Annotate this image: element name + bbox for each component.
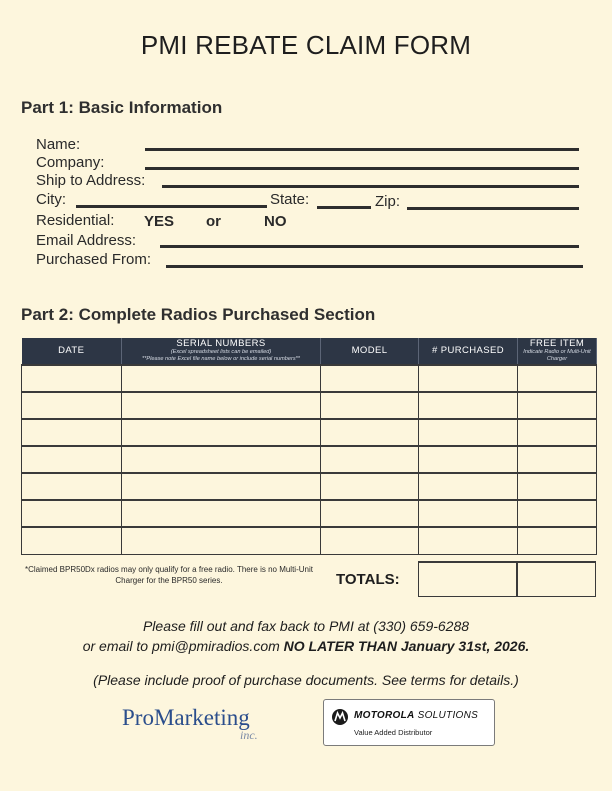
free-item-cell[interactable] xyxy=(518,446,597,473)
totals-free-item-field[interactable] xyxy=(517,561,596,597)
totals-label: TOTALS: xyxy=(336,571,400,588)
model-cell[interactable] xyxy=(321,392,419,419)
date-cell[interactable] xyxy=(22,500,122,527)
city-label: City: xyxy=(36,191,66,208)
table-row xyxy=(22,392,597,419)
fax-instruction: Please fill out and fax back to PMI at (330) 659-6288 xyxy=(142,618,470,634)
serial-cell[interactable] xyxy=(122,500,321,527)
table-row xyxy=(22,365,597,392)
free-item-cell[interactable] xyxy=(518,527,597,554)
ship-address-field[interactable] xyxy=(162,185,579,188)
residential-no-option[interactable]: NO xyxy=(264,213,287,230)
name-label: Name: xyxy=(36,136,81,153)
name-field[interactable] xyxy=(145,148,579,151)
deadline-text: NO LATER THAN January 31st, 2026. xyxy=(283,638,530,654)
model-cell[interactable] xyxy=(321,527,419,554)
date-cell[interactable] xyxy=(22,473,122,500)
part1-heading: Part 1: Basic Information xyxy=(21,98,223,117)
column-header-model: MODEL xyxy=(321,338,419,365)
email-instruction-text: or email to pmi@pmiradios.com xyxy=(82,638,284,654)
purchased-cell[interactable] xyxy=(419,446,518,473)
model-cell[interactable] xyxy=(321,446,419,473)
date-cell[interactable] xyxy=(22,419,122,446)
table-row xyxy=(22,473,597,500)
promarketing-logo: ProMarketing xyxy=(122,705,250,730)
table-row xyxy=(22,419,597,446)
free-item-cell[interactable] xyxy=(518,419,597,446)
date-cell[interactable] xyxy=(22,365,122,392)
model-cell[interactable] xyxy=(321,500,419,527)
motorola-logo xyxy=(323,699,495,746)
column-header-purchased: # PURCHASED xyxy=(419,338,518,365)
city-field[interactable] xyxy=(76,205,267,208)
purchased-cell[interactable] xyxy=(419,419,518,446)
email-field[interactable] xyxy=(160,245,579,248)
model-cell[interactable] xyxy=(321,365,419,392)
purchased-cell[interactable] xyxy=(419,473,518,500)
ship-address-label: Ship to Address: xyxy=(36,172,146,189)
zip-label: Zip: xyxy=(375,193,401,210)
free-item-cell[interactable] xyxy=(518,365,597,392)
totals-purchased-field[interactable] xyxy=(418,561,517,597)
proof-instruction: (Please include proof of purchase documents. See terms for details.) xyxy=(93,672,519,688)
promarketing-inc: inc. xyxy=(240,728,258,742)
purchased-cell[interactable] xyxy=(419,392,518,419)
state-label: State: xyxy=(270,191,310,208)
serial-cell[interactable] xyxy=(122,527,321,554)
radios-table xyxy=(21,338,597,555)
residential-or-text: or xyxy=(206,213,221,230)
table-row xyxy=(22,446,597,473)
date-cell[interactable] xyxy=(22,527,122,554)
motorola-subtitle: Value Added Distributor xyxy=(354,728,433,737)
purchased-cell[interactable] xyxy=(419,500,518,527)
column-header-serial-numbers: SERIAL NUMBERS (Excel spreadsheet lists can be emailed) **Please note Excel file name below or include serial numbers** xyxy=(122,338,321,365)
part2-heading: Part 2: Complete Radios Purchased Section xyxy=(21,305,376,324)
model-cell[interactable] xyxy=(321,419,419,446)
purchased-from-field[interactable] xyxy=(166,265,583,268)
serial-cell[interactable] xyxy=(122,419,321,446)
zip-field[interactable] xyxy=(407,207,579,210)
motorola-name: MOTOROLA SOLUTIONS xyxy=(354,710,479,721)
serial-cell[interactable] xyxy=(122,446,321,473)
purchased-cell[interactable] xyxy=(419,365,518,392)
date-cell[interactable] xyxy=(22,446,122,473)
serial-cell[interactable] xyxy=(122,473,321,500)
date-cell[interactable] xyxy=(22,392,122,419)
free-item-cell[interactable] xyxy=(518,392,597,419)
model-cell[interactable] xyxy=(321,473,419,500)
email-label: Email Address: xyxy=(36,232,137,249)
table-row xyxy=(22,527,597,554)
free-item-cell[interactable] xyxy=(518,500,597,527)
email-instruction xyxy=(0,638,612,654)
motorola-batwing-icon xyxy=(332,709,348,725)
form-title: PMI REBATE CLAIM FORM xyxy=(140,30,472,60)
residential-label: Residential: xyxy=(36,212,115,229)
serial-cell[interactable] xyxy=(122,392,321,419)
purchased-cell[interactable] xyxy=(419,527,518,554)
free-item-cell[interactable] xyxy=(518,473,597,500)
company-field[interactable] xyxy=(145,167,579,170)
bpr50-footnote: *Claimed BPR50Dx radios may only qualify for a free radio. There is no Multi-Unit Charger for the BPR50 series. xyxy=(25,565,313,585)
state-field[interactable] xyxy=(317,206,371,209)
company-label: Company: xyxy=(36,154,105,171)
table-row xyxy=(22,500,597,527)
residential-yes-option[interactable]: YES xyxy=(144,213,175,230)
column-header-free-item: FREE ITEM Indicate Radio or Multi-Unit Charger xyxy=(518,338,597,365)
column-header-date: DATE xyxy=(22,338,122,365)
table-header-row xyxy=(22,338,597,365)
purchased-from-label: Purchased From: xyxy=(36,251,152,268)
serial-cell[interactable] xyxy=(122,365,321,392)
